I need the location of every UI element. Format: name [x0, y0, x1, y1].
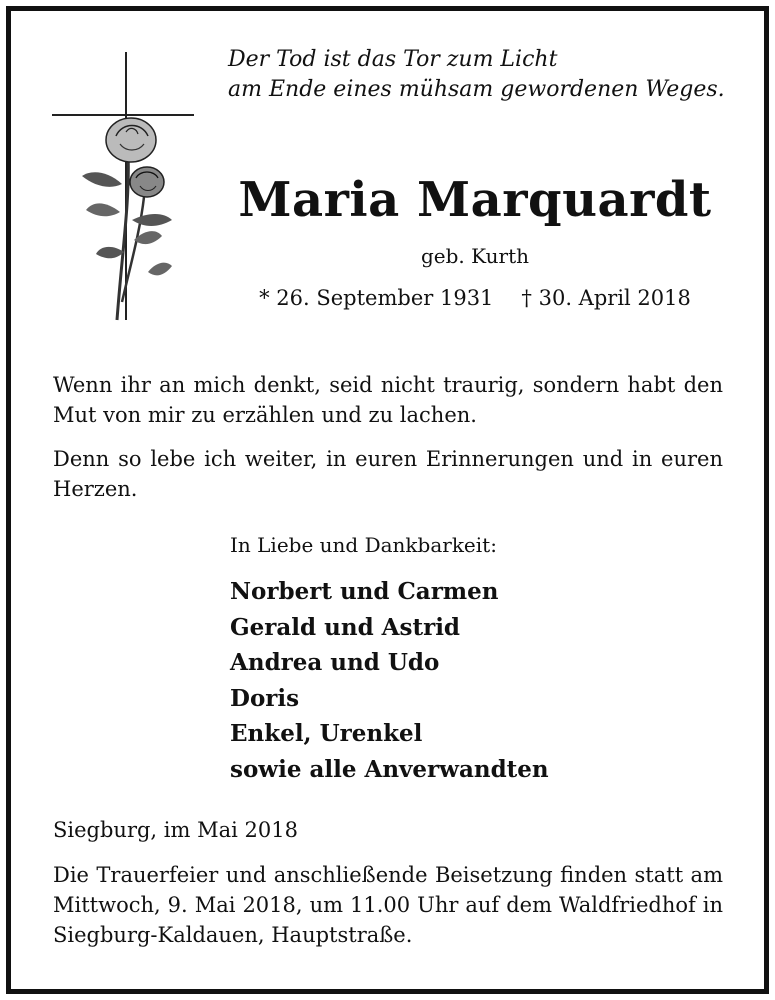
place-and-date: Siegburg, im Mai 2018 [53, 818, 298, 842]
mourner-name: Gerald und Astrid [230, 613, 461, 641]
quote-line-1: Der Tod ist das Tor zum Licht [228, 47, 558, 72]
birth-name: geb. Kurth [420, 244, 530, 268]
birth-date: * 26. September 1931 [259, 286, 494, 310]
life-dates [230, 286, 720, 310]
mourner-name: Norbert und Carmen [230, 578, 499, 605]
verse-paragraph-1: Wenn ihr an mich denkt, seid nicht traurig, sondern habt den Mut von mir zu erzählen und zu lachen. [53, 373, 723, 427]
death-date: † 30. April 2018 [521, 286, 691, 310]
mourners-list [230, 574, 549, 787]
deceased-name: Maria Marquardt [238, 172, 712, 228]
verse-paragraph-2: Denn so lebe ich weiter, in euren Erinnerungen und in euren Herzen. [53, 447, 723, 501]
mourner-name: sowie alle Anverwandten [230, 755, 549, 783]
quote-line-2: am Ende eines mühsam gewordenen Weges. [228, 77, 725, 102]
mourner-name: Enkel, Urenkel [230, 720, 423, 747]
mourners-intro: In Liebe und Dankbarkeit: [230, 533, 497, 557]
opening-quote [228, 45, 738, 105]
mourner-name: Doris [230, 684, 300, 712]
funeral-service-notice: Die Trauerfeier und anschließende Beisetzung finden statt am Mittwoch, 9. Mai 2018, um 11.00 Uhr auf dem Waldfriedhof in Siegburg-Kaldauen, Hauptstraße. [53, 863, 723, 947]
cross-with-roses-icon [52, 52, 197, 324]
mourner-name: Andrea und Udo [230, 649, 440, 676]
